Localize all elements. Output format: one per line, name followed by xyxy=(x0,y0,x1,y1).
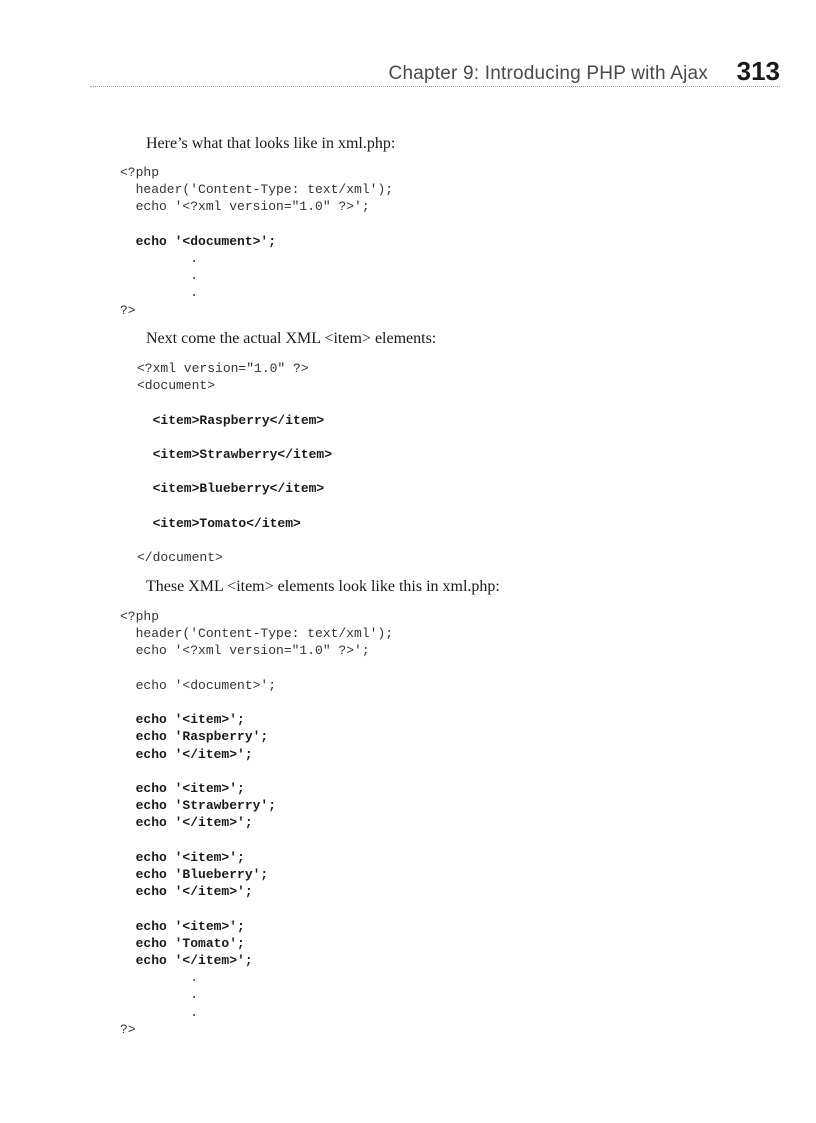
code-line: ?> xyxy=(120,1021,136,1037)
code-line: echo '</item>'; xyxy=(120,815,253,831)
code-line: <?xml version="1.0" ?> xyxy=(137,361,309,376)
code-line: echo '<document>'; xyxy=(120,233,277,249)
code-block-3 xyxy=(120,608,393,1038)
code-line: <?php xyxy=(120,165,160,180)
code-line: . xyxy=(120,970,199,986)
code-line: echo 'Tomato'; xyxy=(120,935,245,951)
code-line: echo 'Strawberry'; xyxy=(120,798,277,814)
code-line: echo 'Blueberry'; xyxy=(120,867,269,883)
code-line: echo 'Raspberry'; xyxy=(120,729,269,745)
code-line: <document> xyxy=(137,378,216,394)
code-line: <item>Tomato</item> xyxy=(137,515,301,531)
code-line: </document> xyxy=(137,550,223,566)
code-line: echo '<item>'; xyxy=(120,712,245,728)
chapter-title: Chapter 9: Introducing PHP with Ajax xyxy=(388,63,708,84)
code-block-1 xyxy=(120,164,393,319)
code-line: <item>Blueberry</item> xyxy=(137,481,325,497)
code-line: . xyxy=(120,268,199,284)
code-line: <?php xyxy=(120,609,160,624)
intro-paragraph-1: Here’s what that looks like in xml.php: xyxy=(146,135,396,152)
page-number: 313 xyxy=(736,56,780,86)
code-line: <item>Strawberry</item> xyxy=(137,447,333,463)
code-line: echo '</item>'; xyxy=(120,953,253,969)
code-line: echo '<item>'; xyxy=(120,849,245,865)
code-line: header('Content-Type: text/xml'); xyxy=(120,182,394,198)
code-block-2 xyxy=(137,360,332,566)
intro-paragraph-2: Next come the actual XML <item> elements: xyxy=(146,330,437,347)
intro-paragraph-3: These XML <item> elements look like this in xml.php: xyxy=(146,578,500,595)
code-line: echo '<document>'; xyxy=(120,677,277,693)
code-line: . xyxy=(120,1004,199,1020)
code-line: echo '<?xml version="1.0" ?>'; xyxy=(120,199,370,215)
code-line: echo '</item>'; xyxy=(120,746,253,762)
code-line: echo '<item>'; xyxy=(120,781,245,797)
code-line: . xyxy=(120,987,199,1003)
code-line: . xyxy=(120,251,199,267)
code-line: . xyxy=(120,285,199,301)
code-line: echo '</item>'; xyxy=(120,884,253,900)
code-line: echo '<item>'; xyxy=(120,918,245,934)
code-line: ?> xyxy=(120,302,136,318)
code-line: echo '<?xml version="1.0" ?>'; xyxy=(120,643,370,659)
code-line: header('Content-Type: text/xml'); xyxy=(120,626,394,642)
running-header xyxy=(90,56,780,87)
code-line: <item>Raspberry</item> xyxy=(137,412,325,428)
